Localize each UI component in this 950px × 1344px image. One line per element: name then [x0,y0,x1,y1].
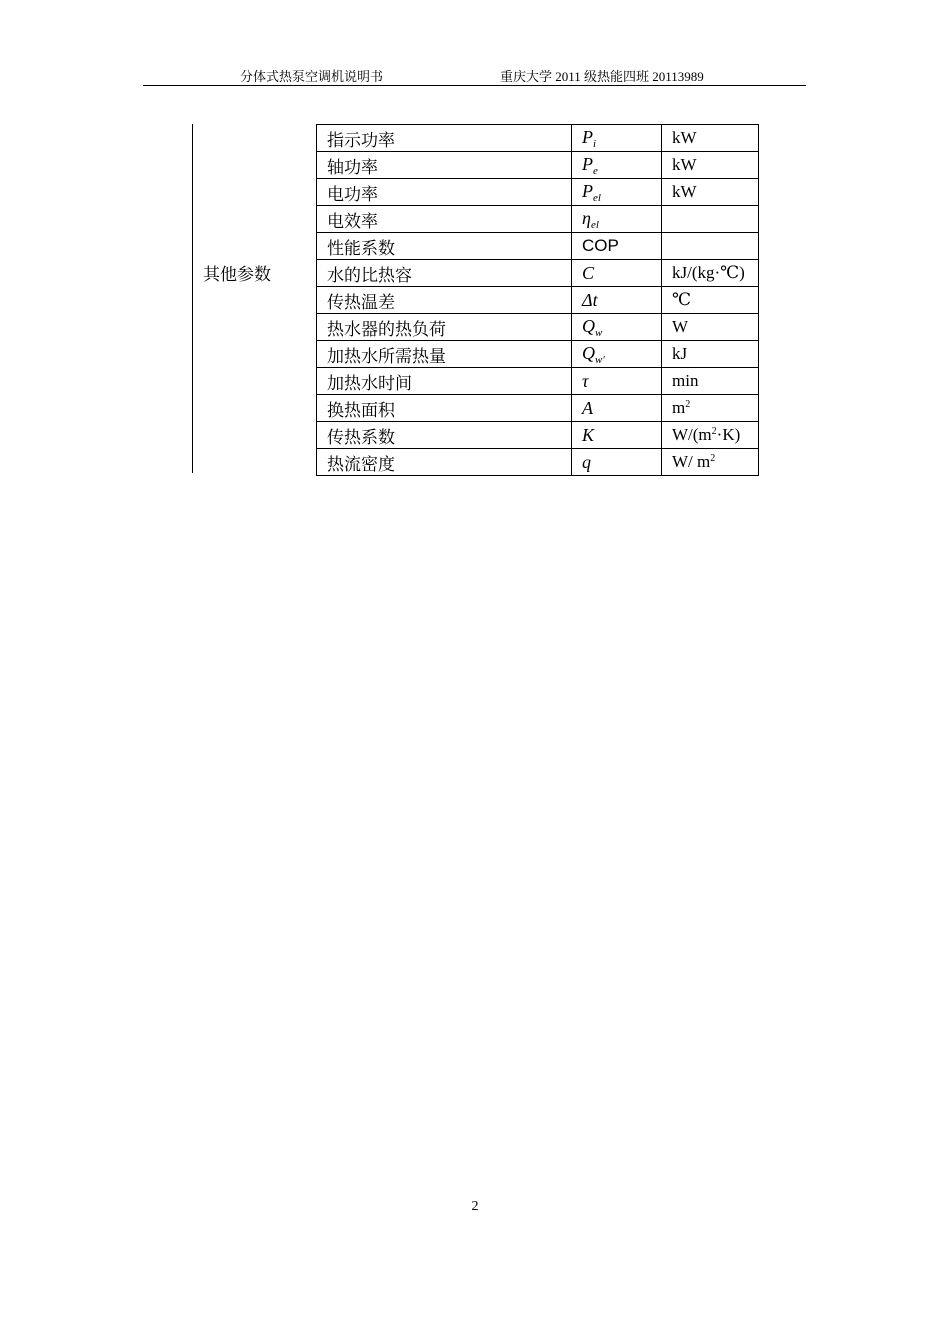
table-row [317,152,759,179]
param-symbol: K [572,422,662,449]
param-unit: kJ/(kg·℃) [662,260,759,287]
param-unit: W/ $m^2$ [662,449,759,476]
param-unit: kW [662,179,759,206]
param-name: 传热系数 [317,422,572,449]
group-column-border [192,124,193,258]
param-name: 电效率 [317,206,572,233]
param-symbol: q [572,449,662,476]
table-row [317,395,759,422]
table-row [317,287,759,314]
param-symbol: $Q_w$ [572,314,662,341]
table-row [317,233,759,260]
param-name: 换热面积 [317,395,572,422]
param-name: 水的比热容 [317,260,572,287]
table-row [317,314,759,341]
param-name: 指示功率 [317,125,572,152]
table-row [317,206,759,233]
param-name: 传热温差 [317,287,572,314]
param-unit: $W/(m^2\cdot K)$ [662,422,759,449]
param-unit: ℃ [662,287,759,314]
group-column-border [192,258,193,473]
group-label-other-params: 其他参数 [203,265,271,285]
table-row [317,260,759,287]
table-row [317,368,759,395]
header-title: 分体式热泵空调机说明书 [240,69,384,84]
param-symbol: τ [572,368,662,395]
param-unit: min [662,368,759,395]
param-name: 热流密度 [317,449,572,476]
param-name: 性能系数 [317,233,572,260]
param-symbol: $Q_{w'}$ [572,341,662,368]
header-divider [143,85,806,86]
param-symbol: $P_{el}$ [572,179,662,206]
param-symbol: $\eta_{el}$ [572,206,662,233]
param-unit: kW [662,152,759,179]
table-row [317,125,759,152]
param-unit: $m^2$ [662,395,759,422]
table-row [317,179,759,206]
parameter-table [316,124,759,476]
table-row [317,449,759,476]
param-name: 加热水所需热量 [317,341,572,368]
param-unit [662,206,759,233]
table-row [317,422,759,449]
table-row [317,341,759,368]
header-author-info: 重庆大学 2011 级热能四班 20113989 [500,69,704,84]
param-name: 加热水时间 [317,368,572,395]
param-symbol: A [572,395,662,422]
page-number: 2 [471,1199,479,1214]
param-name: 电功率 [317,179,572,206]
param-symbol: Δt [572,287,662,314]
param-unit [662,233,759,260]
param-unit: W [662,314,759,341]
param-symbol: COP [572,233,662,260]
param-unit: kJ [662,341,759,368]
param-symbol: C [572,260,662,287]
param-name: 轴功率 [317,152,572,179]
param-symbol: $P_i$ [572,125,662,152]
param-name: 热水器的热负荷 [317,314,572,341]
param-symbol: $P_e$ [572,152,662,179]
param-unit: kW [662,125,759,152]
